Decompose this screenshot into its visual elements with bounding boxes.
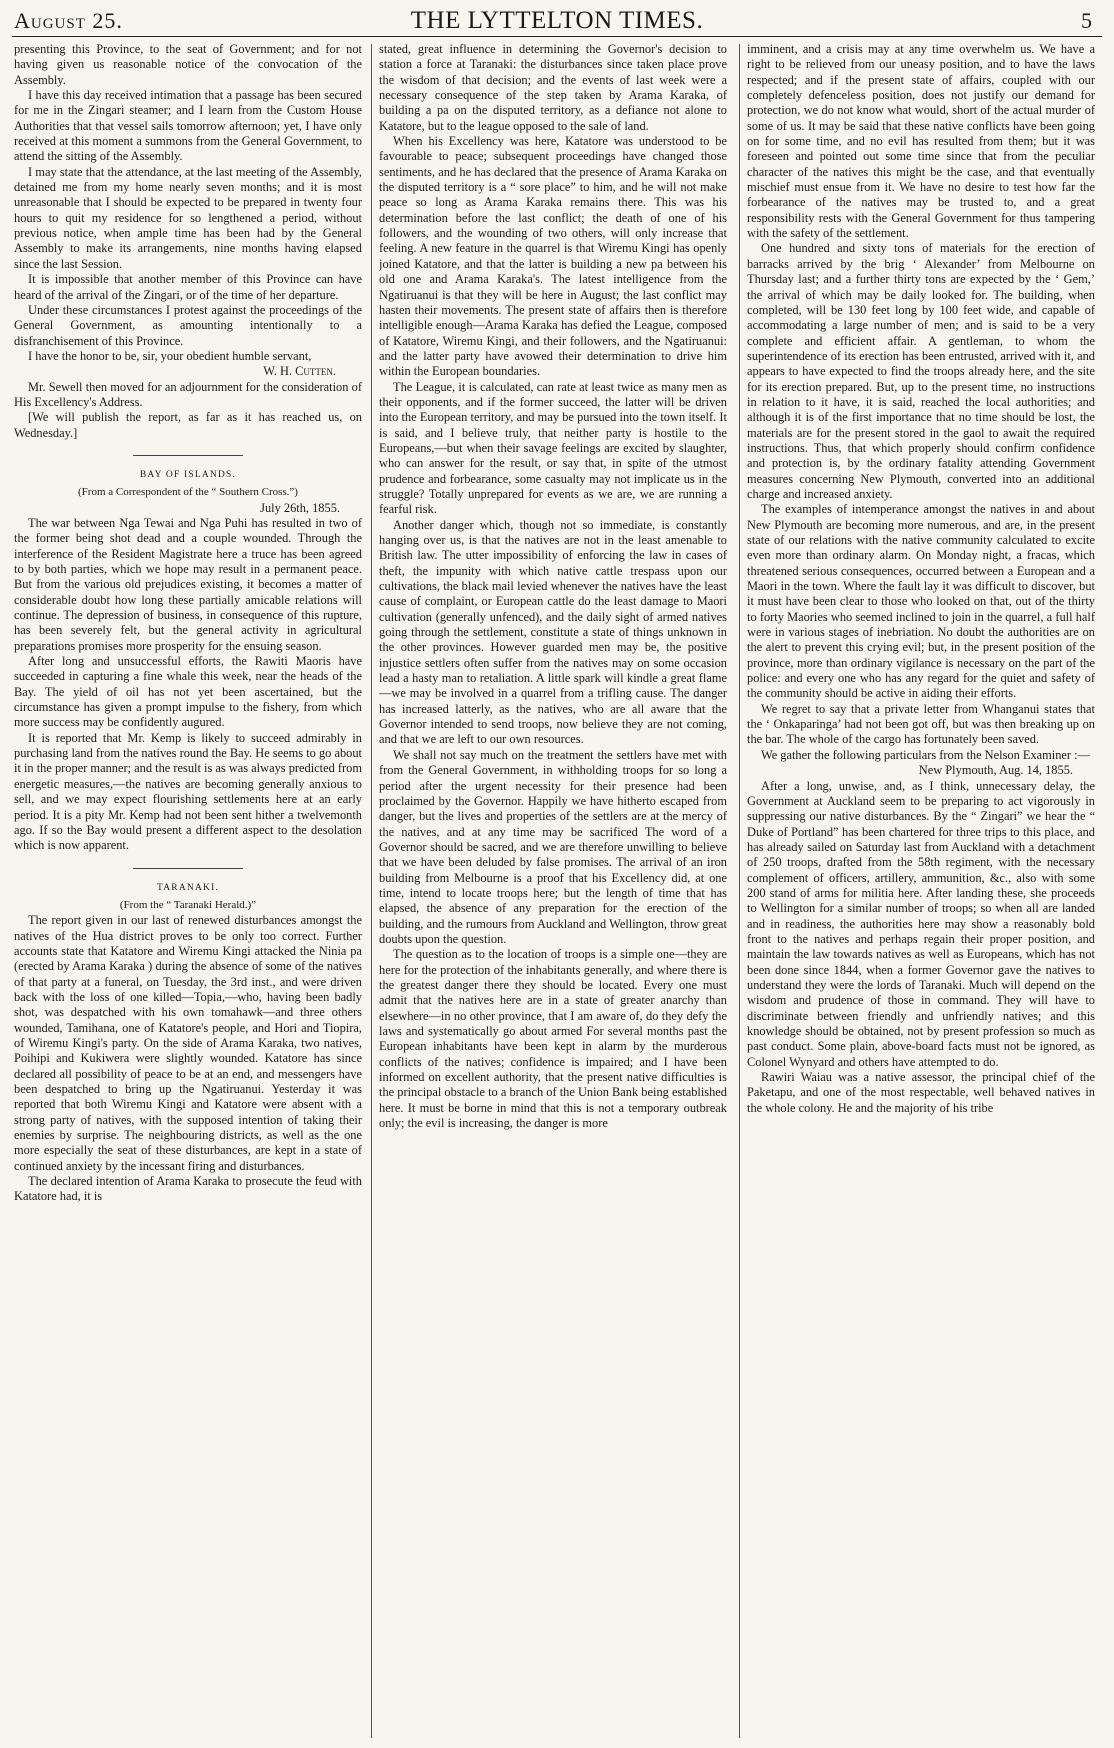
paragraph: The declared intention of Arama Karaka to prosecute the feud with Katatore had, it is (14, 1174, 362, 1204)
section-rule (133, 868, 243, 869)
paragraph: When his Excellency was here, Katatore was understood to be favourable to peace; subsequent proceedings have changed those sentiments, and he has declared that the presence of Arama Karaka on the disputed territory is a “ sore place” to him, and he will not make peace so long as Arama Karaka remains there. This was his determination before the last conflict; the death of one of his followers, and the wounding of two others, will only increase that feeling. A new feature in the quarrel is that Wiremu Kingi has openly joined Katatore, and that the latter is building a new pa between his old one and Arama Karaka's. The latest intelligence from the Ngatiruanui is that they will be here in August; the last conflict may hasten their movements. The present state of affairs then is therefore intelligible enough—Arama Karaka has defied the League, composed of Katatore, Wiremu Kingi, and their followers, and the Ngatiruanui: and the latter party have avowed their determination to drive him within the European boundaries. (379, 134, 727, 379)
page-number: 5 (1081, 8, 1092, 33)
column-divider (739, 44, 740, 1738)
paragraph: The report given in our last of renewed disturbances amongst the natives of the Hua district proves to be only too correct. Further accounts state that Katatore and Wiremu Kingi attacked the Ninia pa (erected by Arama Karaka ) during the absence of some of the natives of that party at a funeral, on Tuesday, the 3rd inst., and were driven back with the loss of one killed—Topia,—who, having been badly shot, was despatched with his own tomahawk—and three others wounded, Tamihana, one of Katatore's people, and Hori and Tiopira, of Wiremu Kingi's party. On the side of Arama Karaka, two natives, Poihipi and Kukiwera were slightly wounded. Katatore has since declared all possibility of peace to be at an end, and messengers have been despatched to bring up the Ngatiruanui. Yesterday it was reported that both Wiremu Kingi and Katatore were absent with a strong party of natives, with the supposed intention of taking their enemies by surprise. The neighbouring districts, as well as the one more especially the seat of these disturbances, are kept in a state of continued anxiety by the incessant firing and disturbances. (14, 913, 362, 1173)
article-columns (12, 42, 1102, 1740)
paragraph: The war between Nga Tewai and Nga Puhi has resulted in two of the former being shot dead and a couple wounded. Through the interference of the Resident Magistrate here a truce has been agreed to by both parties, which we hope may result in a permanent peace. But from the various old prejudices existing, it becomes a matter of considerable doubt how long these partially amicable relations will continue. The depression of business, in consequence of this rupture, has been severely felt, but the general activity in agricultural preparations promises more prosperity for the ensuing season. (14, 515, 362, 653)
column-3 (747, 42, 1095, 1740)
paragraph: One hundred and sixty tons of materials for the erection of barracks arrived by the brig ‘ Alexander’ from Melbourne on Thursday last; and a further thirty tons are expected by the ‘ Gem,’ the arrival of which may be daily looked for. The building, when completed, will be 130 feet long by 100 feet wide, and capable of accommodating a large number of men; and is said to be a very complete and efficient affair. A gentleman, to whom the superintendence of its erection has been entrusted, arrived with it, and appears to have expected to find the troops already here, and the site for its erection prepared. But, up to the present time, no instructions in relation to it have, it is said, reached the local authorities; and although it is of the first importance that no time should be lost, the materials are for the present stored in the gaol to await the required instructions. Thus, that which properly should confirm confidence and protection is, by the ordinary fatality attending Government measures concerning New Plymouth, converted into an additional charge and increased anxiety. (747, 241, 1095, 501)
column-1 (14, 42, 362, 1740)
paragraph: After long and unsuccessful efforts, the Rawiti Maoris have succeeded in capturing a fine whale this week, near the heads of the Bay. The yield of oil has not yet been ascertained, but the circumstance has given a prompt impulse to the fishery, from which more success may be confidently augured. (14, 654, 362, 730)
paragraph: Under these circumstances I protest against the proceedings of the General Government, as amounting intentionally to a disfranchisement of this Province. (14, 302, 362, 348)
paragraph: presenting this Province, to the seat of Government; and for not having given us reasonable notice of the convocation of the Assembly. (14, 42, 362, 87)
section-source: (From the “ Taranaki Herald.)” (119, 898, 257, 911)
section-source: (From a Correspondent of the “ Southern Cross.”) (78, 486, 298, 499)
paragraph: The examples of intemperance amongst the natives in and about New Plymouth are becoming more numerous, and are, in the present state of our relations with the native community calculated to excite even more than ordinary alarm. On Monday night, a fracas, which threatened serious consequences, occurred between a European and a Maori in the town. Where the fault lay it was difficult to discover, but it must have been clear to those who looked on that, out of the thirty to forty Maories who seemed inclined to join in the quarrel, a full half were in various stages of inebriation. No doubt the authorities are on the alert to prevent this crying evil; but, in the present position of the province, more than ordinary vigilance is necessary on the part of the police: and every one who has any regard for the quiet and safety of the community should be active in aiding their efforts. (747, 502, 1095, 701)
paragraph: Another danger which, though not so immediate, is constantly hanging over us, is that the natives are not in the least amenable to British law. The utter impossibility of enforcing the law in cases of theft, the impunity with which native cattle trespass upon our cultivations, the black mail levied whenever the natives have the least cause of complaint, or European cattle do the least damage to Maori cultivation (generally unfenced), and the daily sight of armed natives going through the settlement, constitute a state of things unknown in the other provinces. However guarded men may be, the positive injustice settlers often suffer from the natives may on some occasion lead a hasty man to retaliation. A little spark will kindle a great flame—we may be involved in a quarrel from a trifling cause. The danger has increased latterly, as the natives, who are all aware that the Governor intended to send troops, now believe they are not coming, and that we are left to our own resources. (379, 517, 727, 747)
paragraph: It is reported that Mr. Kemp is likely to succeed admirably in purchasing land from the natives round the Bay. He seems to go about it in the proper manner; and the result is as was always predicted from energetic measures,—the natives are becoming generally anxious to sell, and we may expect flourishing settlements here at an early period. It is a pity Mr. Kemp had not been sent hither a twelvemonth ago. If so the Bay would present a different aspect to the desolation which is now apparent. (14, 730, 362, 853)
newspaper-title: THE LYTTELTON TIMES. (410, 7, 704, 34)
paragraph: We regret to say that a private letter from Whanganui states that the ‘ Onkaparinga’ had not been got off, but was then breaking up on the bar. The whole of the cargo has fortunately been saved. (747, 701, 1095, 747)
paragraph: It is impossible that another member of this Province can have heard of the arrival of the Zingari, or of the time of her departure. (14, 272, 362, 302)
paragraph: Rawiri Waiau was a native assessor, the principal chief of the Paketapu, and one of the most respectable, well behaved natives in the whole colony. He and the majority of his tribe (747, 1070, 1095, 1115)
paragraph: stated, great influence in determining the Governor's decision to station a force at Taranaki: the disturbances since taken place prove the wisdom of that decision; and the events of last week were a necessary consequence of the step taken by Arama Karaka, of building a pa on the disputed territory, as a defiance not alone to Katatore, but to the league opposed to the sale of land. (379, 42, 727, 133)
paragraph: We gather the following particulars from the Nelson Examiner :— (761, 747, 1090, 762)
paragraph: imminent, and a crisis may at any time overwhelm us. We have a right to be relieved from our uneasy position, and to have the laws respected; and if the present state of affairs, coupled with our completely defenceless position, does not justify our demand for protection, we do not know what would, short of the actual murder of some of us. It may be said that these native conflicts have been going on for some time, and no evil has resulted from them; but it was foreseen and pointed out some time since that from the peculiar character of the natives this might be the case, and that eventually mischief must ensue from it. We have no desire to test how far the forbearance of the natives may be trusted to, and a great responsibility rests with the General Government for thus tampering with the safety of the settlement. (747, 42, 1095, 241)
editor-note: [We will publish the report, as far as it has reached us, on Wednesday.] (14, 410, 362, 440)
section-heading: TARANAKI. (156, 882, 220, 893)
paragraph: I may state that the attendance, at the last meeting of the Assembly, detained me from my home nearly seven months; and it is most unreasonable that I should be expected to be prepared in twenty four hours to quit my residence for so lengthened a period, without previous notice, when ample time has been had by the General Assembly to make its arrangements, nine months having elapsed since the last Session. (14, 164, 362, 271)
column-divider (371, 44, 372, 1738)
paragraph: After a long, unwise, and, as I think, unnecessary delay, the Government at Auckland seem to be preparing to act vigorously in suppressing our native disturbances. By the “ Zingari” we hear the “ Duke of Portland” has been chartered for three trips to this place, and has already sailed on Saturday last from Auckland with a detachment of 250 troops, drafted from the 58th regiment, with the necessary complement of officers, artillery, ammunition, &c., also with some 200 stand of arms for militia here. After landing these, she proceeds to Wellington for a similar number of troops; so when all are landed and in readiness, the authorities here may show a reasonably bold front to the natives and perhaps regain their proper position, and maintain the law towards natives as well as Europeans, which has not been done since 1844, when a former Governor gave the natives to understand they were the lords of Taranaki. Much will depend on the wisdom and prudence of those in command. They will have to discriminate between friendly and unfriendly natives; and this knowledge should be obtained, not by present profession so much as past conduct. Some plain, above-board facts must not be ignored, as Colonel Wynyard and others have attempted to do. (747, 778, 1095, 1069)
column-2 (379, 42, 727, 1740)
paragraph: I have the honor to be, sir, your obedient humble servant, (28, 348, 312, 363)
masthead (12, 6, 1102, 37)
paragraph: The question as to the location of troops is a simple one—they are here for the protection of the inhabitants generally, and where there is the greatest danger there they should be located. Every one must admit that the natives here are in a state of greater anarchy than elsewhere—in no other province, that I am aware of, do they defy the laws and systematically go about armed For several months past the European inhabitants have been kept in alarm by the murderous conflicts of the natives; confidence is impaired; and I have been informed on excellent authority, that the present native difficulties is the principal obstacle to a branch of the Union Bank being established here. It must be borne in mind that this is not a temporary outbreak only; the evil is increasing, the danger is more (379, 947, 727, 1131)
section-rule (133, 455, 243, 456)
paragraph: Mr. Sewell then moved for an adjournment for the consideration of His Excellency's Address. (14, 379, 362, 409)
paragraph: The League, it is calculated, can rate at least twice as many men as their opponents, and if the former succeed, the latter will be driven into the European territory, and may be pursued into the town itself. It is said, and I believe truly, that neither party is hostile to the Europeans,—but when their savage feelings are excited by slaughter, who can answer for the result, or say that, in spite of the utmost prudence and forbearance, some casualty may not implicate us in the struggle? Totally unprepared for events as we are, we are running a fearful risk. (379, 379, 727, 517)
section-heading: BAY OF ISLANDS. (139, 469, 237, 480)
paragraph: We shall not say much on the treatment the settlers have met with from the General Government, in withholding troops for so long a period after the urgent necessity for their presence had been proclaimed by the Governor. Happily we have hitherto escaped from danger, but the lives and properties of the settlers are at the mercy of the natives, and at any time may be sacrificed The word of a Governor should be sacred, and we are therefore unwilling to believe that we have been deluded by false promises. The arrival of an iron building from Melbourne is a proof that his Excellency did, at one time, intend to locate troops here; but the length of time that has elapsed, the absence of any preparation for the erection of the building, and the rumours from Auckland and Wellington, throw great doubts upon the question. (379, 747, 727, 946)
dateline: New Plymouth, Aug. 14, 1855. (918, 763, 1073, 778)
dateline: July 26th, 1855. (260, 500, 340, 515)
signature: W. H. Cutten. (263, 364, 336, 379)
issue-date: August 25. (14, 8, 123, 33)
paragraph: I have this day received intimation that a passage has been secured for me in the Zingari steamer; and I learn from the Custom House Authorities that that vessel sails tomorrow afternoon; yet, I have only received at this moment a summons from the General Government, to attend the sitting of the Assembly. (14, 88, 362, 164)
